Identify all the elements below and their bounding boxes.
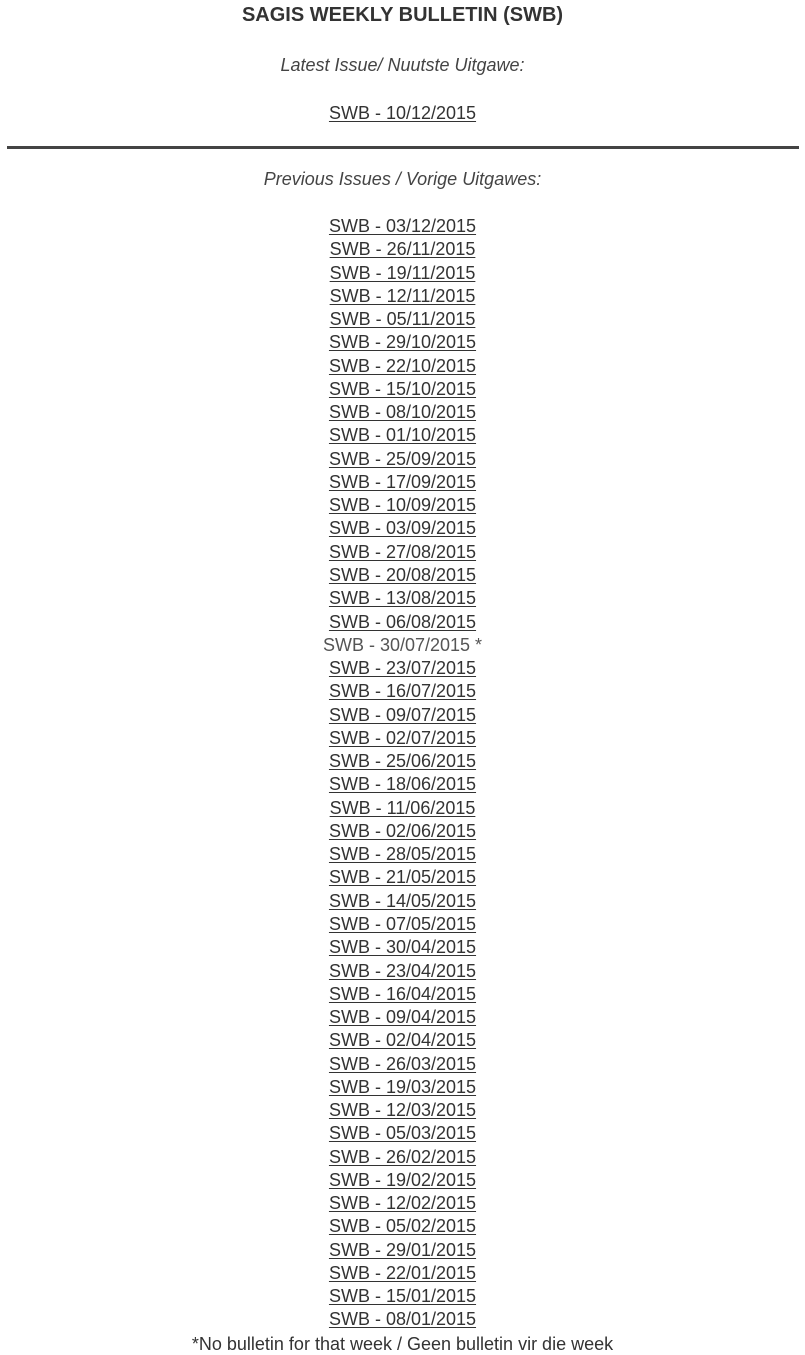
list-item xyxy=(0,355,805,378)
list-item xyxy=(0,308,805,331)
issue-link[interactable]: SWB - 12/11/2015 xyxy=(329,285,476,306)
latest-issue xyxy=(0,102,805,125)
list-item xyxy=(0,1146,805,1169)
issue-link[interactable]: SWB - 05/02/2015 xyxy=(328,1216,477,1237)
issue-link[interactable]: SWB - 21/05/2015 xyxy=(328,867,477,888)
issue-link[interactable]: SWB - 08/10/2015 xyxy=(328,402,477,423)
list-item xyxy=(0,238,805,261)
list-item xyxy=(0,890,805,913)
issue-link[interactable]: SWB - 27/08/2015 xyxy=(328,541,477,562)
issue-link[interactable]: SWB - 10/09/2015 xyxy=(328,495,477,516)
issue-link[interactable]: SWB - 02/07/2015 xyxy=(328,727,477,748)
list-item xyxy=(0,564,805,587)
latest-issue-label: Latest Issue/ Nuutste Uitgawe: xyxy=(280,55,525,75)
list-item xyxy=(0,983,805,1006)
list-item xyxy=(0,1192,805,1215)
list-item xyxy=(0,424,805,447)
latest-issue-link[interactable]: SWB - 10/12/2015 xyxy=(328,103,477,123)
list-item xyxy=(0,378,805,401)
issue-link[interactable]: SWB - 02/06/2015 xyxy=(328,820,477,841)
list-item xyxy=(0,1169,805,1192)
list-item xyxy=(0,1076,805,1099)
list-item xyxy=(0,1285,805,1308)
issue-link[interactable]: SWB - 11/06/2015 xyxy=(329,797,476,818)
issue-link[interactable]: SWB - 02/04/2015 xyxy=(328,1030,477,1051)
list-item xyxy=(0,215,805,238)
list-item xyxy=(0,1099,805,1122)
list-item xyxy=(0,960,805,983)
issue-link[interactable]: SWB - 25/06/2015 xyxy=(328,751,477,772)
issue-link[interactable]: SWB - 22/01/2015 xyxy=(328,1262,477,1283)
list-item xyxy=(0,285,805,308)
list-item xyxy=(0,913,805,936)
list-item xyxy=(0,657,805,680)
issue-unavailable: SWB - 30/07/2015 * xyxy=(322,634,483,655)
issue-link[interactable]: SWB - 18/06/2015 xyxy=(328,774,477,795)
issue-link[interactable]: SWB - 03/09/2015 xyxy=(328,518,477,539)
list-item xyxy=(0,1308,805,1331)
issue-link[interactable]: SWB - 16/07/2015 xyxy=(328,681,477,702)
issue-link[interactable]: SWB - 09/04/2015 xyxy=(328,1007,477,1028)
divider xyxy=(7,146,799,149)
issue-link[interactable]: SWB - 01/10/2015 xyxy=(328,425,477,446)
issue-link[interactable]: SWB - 23/07/2015 xyxy=(328,658,477,679)
list-item xyxy=(0,448,805,471)
list-item xyxy=(0,797,805,820)
issue-link[interactable]: SWB - 28/05/2015 xyxy=(328,844,477,865)
list-item xyxy=(0,1006,805,1029)
list-item xyxy=(0,517,805,540)
list-item xyxy=(0,1053,805,1076)
list-item xyxy=(0,936,805,959)
previous-issues-list xyxy=(0,215,805,1332)
page-title: SAGIS WEEKLY BULLETIN (SWB) xyxy=(241,4,564,26)
list-item xyxy=(0,773,805,796)
list-item xyxy=(0,471,805,494)
issue-link[interactable]: SWB - 12/02/2015 xyxy=(328,1193,477,1214)
list-item xyxy=(0,541,805,564)
list-item xyxy=(0,331,805,354)
list-item xyxy=(0,820,805,843)
previous-issues-label: Previous Issues / Vorige Uitgawes: xyxy=(263,169,542,189)
list-item xyxy=(0,680,805,703)
issue-link[interactable]: SWB - 26/03/2015 xyxy=(328,1053,477,1074)
footnote: *No bulletin for that week / Geen bulletin vir die week xyxy=(191,1334,614,1354)
issue-link[interactable]: SWB - 15/01/2015 xyxy=(328,1286,477,1307)
issue-link[interactable]: SWB - 30/04/2015 xyxy=(328,937,477,958)
issue-link[interactable]: SWB - 07/05/2015 xyxy=(328,913,477,934)
issue-link[interactable]: SWB - 26/02/2015 xyxy=(328,1146,477,1167)
list-item xyxy=(0,727,805,750)
issue-link[interactable]: SWB - 26/11/2015 xyxy=(329,239,476,260)
list-item xyxy=(0,1215,805,1238)
issue-link[interactable]: SWB - 23/04/2015 xyxy=(328,960,477,981)
issue-link[interactable]: SWB - 16/04/2015 xyxy=(328,983,477,1004)
list-item xyxy=(0,1029,805,1052)
issue-link[interactable]: SWB - 03/12/2015 xyxy=(328,216,477,236)
list-item xyxy=(0,1239,805,1262)
issue-link[interactable]: SWB - 22/10/2015 xyxy=(328,355,477,376)
list-item xyxy=(0,634,805,657)
issue-link[interactable]: SWB - 05/11/2015 xyxy=(329,309,476,330)
issue-link[interactable]: SWB - 13/08/2015 xyxy=(328,588,477,609)
issue-link[interactable]: SWB - 19/02/2015 xyxy=(328,1169,477,1190)
list-item xyxy=(0,866,805,889)
issue-link[interactable]: SWB - 19/03/2015 xyxy=(328,1076,477,1097)
issue-link[interactable]: SWB - 15/10/2015 xyxy=(328,378,477,399)
list-item xyxy=(0,587,805,610)
list-item xyxy=(0,704,805,727)
issue-link[interactable]: SWB - 06/08/2015 xyxy=(328,611,477,632)
issue-link[interactable]: SWB - 29/10/2015 xyxy=(328,332,477,353)
issue-link[interactable]: SWB - 19/11/2015 xyxy=(329,262,476,283)
issue-link[interactable]: SWB - 14/05/2015 xyxy=(328,890,477,911)
list-item xyxy=(0,1122,805,1145)
list-item xyxy=(0,401,805,424)
list-item xyxy=(0,1262,805,1285)
list-item xyxy=(0,262,805,285)
issue-link[interactable]: SWB - 09/07/2015 xyxy=(328,704,477,725)
issue-link[interactable]: SWB - 17/09/2015 xyxy=(328,471,477,492)
issue-link[interactable]: SWB - 29/01/2015 xyxy=(328,1239,477,1260)
issue-link[interactable]: SWB - 05/03/2015 xyxy=(328,1123,477,1144)
issue-link[interactable]: SWB - 25/09/2015 xyxy=(328,448,477,469)
list-item xyxy=(0,494,805,517)
issue-link[interactable]: SWB - 20/08/2015 xyxy=(328,564,477,585)
issue-link[interactable]: SWB - 08/01/2015 xyxy=(328,1309,477,1330)
issue-link[interactable]: SWB - 12/03/2015 xyxy=(328,1100,477,1121)
list-item xyxy=(0,611,805,634)
list-item xyxy=(0,843,805,866)
list-item xyxy=(0,750,805,773)
